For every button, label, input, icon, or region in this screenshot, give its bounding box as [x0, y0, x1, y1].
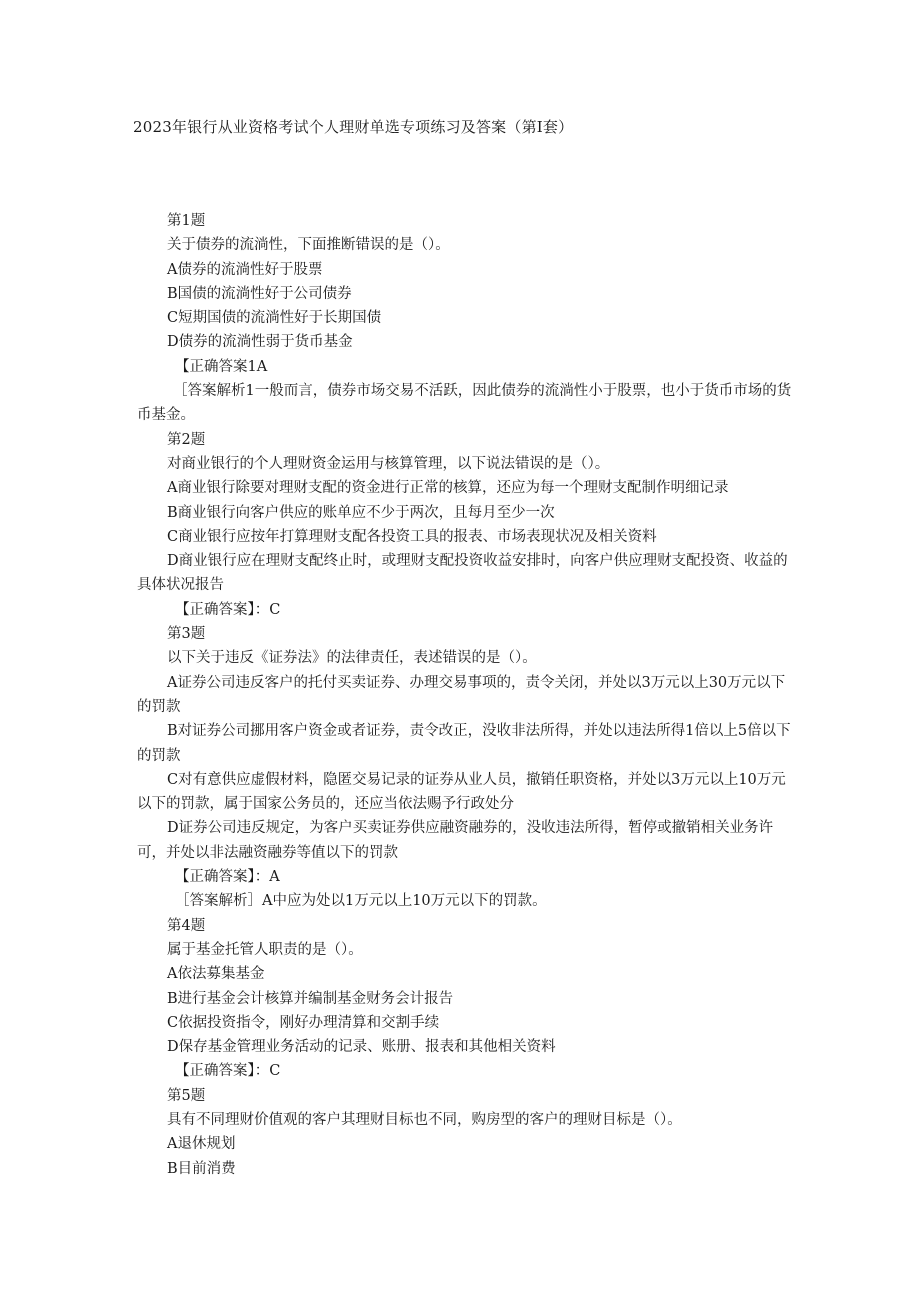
question-5	[137, 1084, 797, 1181]
option-d: D保存基金管理业务活动的记录、账册、报表和其他相关资料	[167, 1039, 556, 1056]
option-b: B商业银行向客户供应的账单应不少于两次，且每月至少一次	[167, 504, 555, 521]
correct-answer: 【正确答案】：C	[175, 1063, 281, 1080]
option-c: C依据投资指令，刚好办理清算和交割手续	[167, 1014, 440, 1031]
document-title: 2023年银行从业资格考试个人理财单选专项练习及答案（第I套）	[133, 118, 574, 136]
option-d: D证券公司违反规定，为客户买卖证券供应融资融券的，没收违法所得，暂停或撤销相关业务许可，并处以非法融资融券等值以下的罚款	[137, 820, 774, 861]
question-number: 第5题	[167, 1087, 206, 1104]
option-a: A依法募集基金	[167, 966, 265, 983]
question-stem: 对商业银行的个人理财资金运用与核算管理，以下说法错误的是（）。	[167, 455, 610, 472]
correct-answer: 【正确答案1A	[175, 358, 268, 375]
answer-analysis: ［答案解析］A中应为处以1万元以上10万元以下的罚款。	[175, 893, 547, 910]
option-b: B目前消费	[167, 1160, 236, 1177]
option-b: B进行基金会计核算并编制基金财务会计报告	[167, 990, 454, 1007]
correct-answer: 【正确答案】：A	[175, 869, 280, 886]
question-stem: 属于基金托管人职责的是（）。	[167, 941, 363, 958]
question-list	[137, 209, 797, 1181]
option-b: B对证券公司挪用客户资金或者证券，责令改正，没收非法所得，并处以违法所得1倍以上5倍以下的罚款	[137, 723, 791, 764]
option-c: C短期国债的流淌性好于长期国债	[167, 310, 382, 327]
answer-analysis: ［答案解析1一般而言，债券市场交易不活跃，因此债券的流淌性小于股票，也小于货币市场的货币基金。	[137, 383, 792, 424]
question-number: 第1题	[167, 213, 206, 229]
question-number: 第2题	[167, 431, 206, 448]
question-number: 第3题	[167, 626, 206, 643]
question-4	[137, 914, 797, 1084]
option-a: A债券的流淌性好于股票	[167, 261, 323, 278]
question-2	[137, 428, 797, 622]
question-1	[137, 209, 797, 428]
option-d: D商业银行应在理财支配终止时，或理财支配投资收益安排时，向客户供应理财支配投资、收益的具体状况报告	[137, 553, 788, 594]
question-stem: 关于债券的流淌性，下面推断错误的是（）。	[167, 237, 450, 254]
option-c: C对有意供应虚假材料，隐匿交易记录的证券从业人员，撤销任职资格，并处以3万元以上10万元以下的罚款，属于国家公务员的，还应当依法赐予行政处分	[137, 771, 786, 813]
option-a: A证券公司违反客户的托付买卖证券、办理交易事项的，责令关闭，并处以3万元以上30万元以下的罚款	[137, 674, 786, 715]
question-stem: 具有不同理财价值观的客户其理财目标也不同，购房型的客户的理财目标是（）。	[167, 1111, 682, 1128]
option-c: C商业银行应按年打算理财支配各投资工具的报表、市场表现状况及相关资料	[167, 528, 657, 545]
option-a: A退休规划	[167, 1136, 236, 1153]
question-number: 第4题	[167, 917, 206, 934]
question-stem: 以下关于违反《证券法》的法律责任，表述错误的是（）。	[167, 650, 537, 667]
option-a: A商业银行除要对理财支配的资金进行正常的核算，还应为每一个理财支配制作明细记录	[167, 480, 729, 497]
option-d: D债券的流淌性弱于货币基金	[167, 334, 353, 351]
correct-answer: 【正确答案】：C	[175, 601, 281, 618]
question-3	[137, 622, 797, 914]
option-b: B国债的流淌性好于公司债券	[167, 285, 352, 302]
